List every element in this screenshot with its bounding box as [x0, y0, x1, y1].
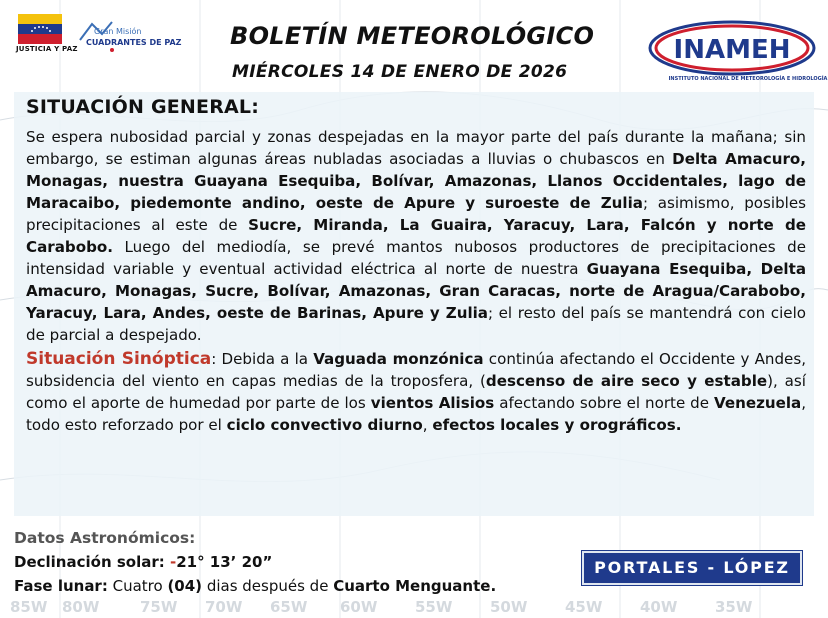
- svg-text:INAMEH: INAMEH: [673, 35, 791, 65]
- justicia-y-paz-caption: JUSTICIA Y PAZ: [16, 45, 78, 53]
- moon-phase: Fase lunar: Cuatro (04) dias después de Cuarto Menguante.: [14, 577, 497, 595]
- longitude-labels: [0, 598, 828, 618]
- longitude-label: 40W: [640, 598, 678, 616]
- astronomical-heading: Datos Astronómicos:: [14, 529, 196, 547]
- general-situation-text: Se espera nubosidad parcial y zonas despejadas en la mayor parte del país durante la mañana; sin embargo, se estiman algunas áreas nubladas asociadas a lluvias o chubascos en Delta Amacuro, Monagas, nuestra Guayana Esequiba, Bolívar, Amazonas, Llanos Occidentales, lago de Maracaibo, piedemonte andino, oeste de Apure y suroeste de Zulia; asimismo, posibles precipitaciones al este de Sucre, Miranda, La Guaira, Yaracuy, Lara, Falcón y norte de Carabobo. Luego del mediodía, se prevé mantos nubosos productores de precipitaciones de intensidad variable y eventual actividad eléctrica al norte de nuestra Guayana Esequiba, Delta Amacuro, Monagas, Sucre, Bolívar, Amazonas, Gran Caracas, norte de Aragua/Carabobo, Yaracuy, Lara, Andes, oeste de Barinas, Apure y Zulia; el resto del país se mantendrá con cielo de parcial a despejado.: [26, 128, 807, 344]
- svg-text:INSTITUTO NACIONAL DE METEOROL: INSTITUTO NACIONAL DE METEOROLOGÍA E HIDROLOGÍA: [668, 76, 828, 82]
- longitude-label: 85W: [10, 598, 48, 616]
- venezuela-flag-icon: [18, 14, 62, 44]
- synoptic-situation-text: Situación Sinóptica: Debida a la Vaguada monzónica continúa afectando el Occidente y Andes, subsidencia del viento en capas medias de la troposfera, (descenso de aire seco y estable), así como el aporte de humedad por parte de los vientos Alisios afectando sobre el norte de Venezuela, todo esto reforzado por el ciclo convectivo diurno, efectos locales y orográficos.: [26, 349, 807, 434]
- longitude-label: 50W: [490, 598, 528, 616]
- synoptic-situation-heading: Situación Sinóptica: [26, 349, 212, 369]
- bulletin-date: MIÉRCOLES 14 DE ENERO DE 2026: [232, 62, 568, 82]
- longitude-label: 55W: [415, 598, 453, 616]
- cuadrantes-de-paz-logo: [72, 14, 182, 54]
- longitude-label: 60W: [340, 598, 378, 616]
- general-situation-heading: SITUACIÓN GENERAL:: [26, 96, 260, 118]
- portales-lopez-badge: PORTALES - LÓPEZ: [582, 551, 802, 585]
- bulletin-title: BOLETÍN METEOROLÓGICO: [230, 22, 595, 50]
- longitude-label: 75W: [140, 598, 178, 616]
- longitude-label: 70W: [205, 598, 243, 616]
- solar-declination: Declinación solar: -21° 13’ 20”: [14, 553, 273, 571]
- svg-text:CUADRANTES DE PAZ: CUADRANTES DE PAZ: [86, 38, 182, 47]
- longitude-label: 45W: [565, 598, 603, 616]
- longitude-label: 65W: [270, 598, 308, 616]
- header: [0, 0, 828, 95]
- bulletin-body: [26, 96, 806, 436]
- svg-text:Gran Misión: Gran Misión: [94, 27, 142, 36]
- inameh-logo: [646, 14, 828, 90]
- longitude-label: 80W: [62, 598, 100, 616]
- longitude-label: 35W: [715, 598, 753, 616]
- astronomical-data: [14, 526, 496, 598]
